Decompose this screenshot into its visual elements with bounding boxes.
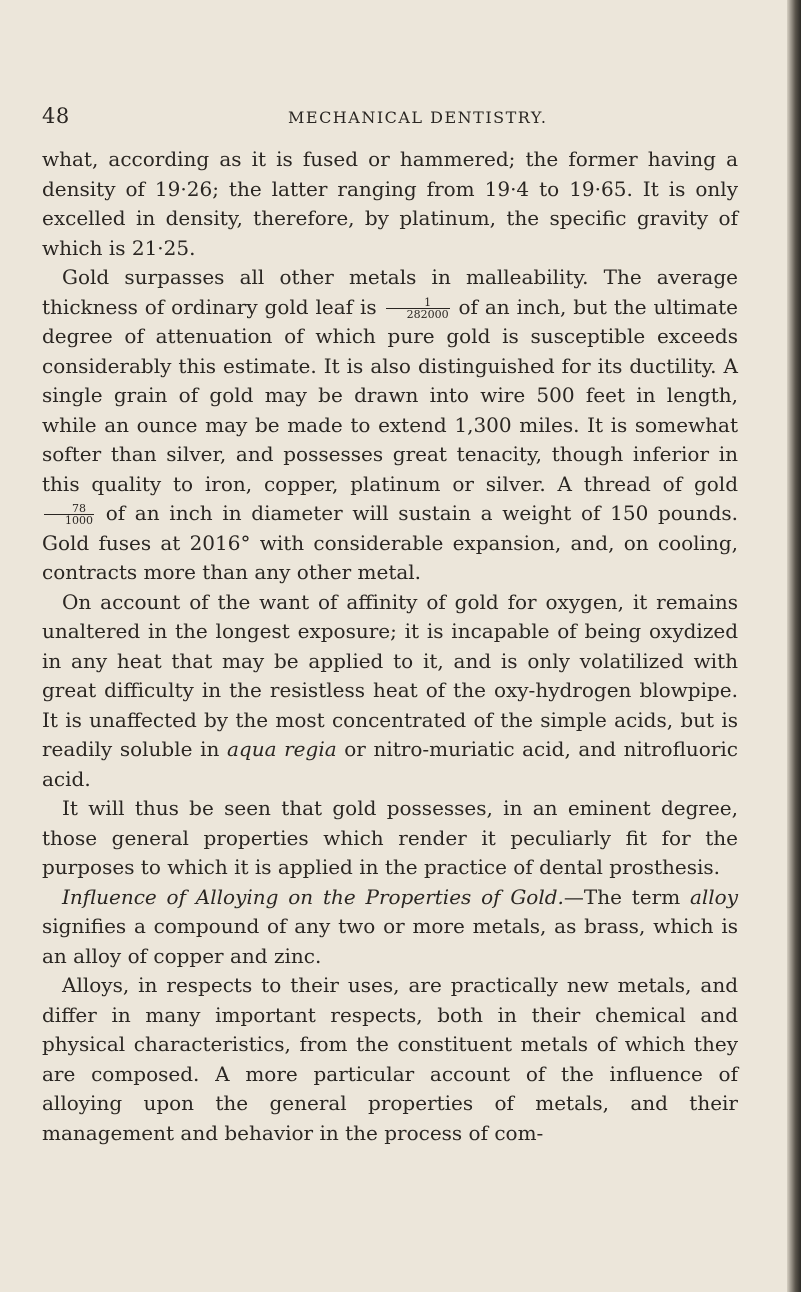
paragraph-oxidation: On account of the want of affinity of gold for oxygen, it remains unaltered in the longest exposure; it is incapable of being oxydized in any heat that may be applied to it, and is only volatilized with great difficulty in the resistless heat of the oxy-hydrogen blowpipe. It is unaffected by the most concentrated of the simple acids, but is readily soluble in aqua regia or nitro-muriatic acid, and nitrofluoric acid. (42, 589, 738, 791)
page-number: 48 (42, 104, 70, 128)
body-text (42, 145, 738, 1148)
term-alloy: alloy (689, 884, 739, 909)
paragraph-alloying: Influence of Alloying on the Properties of Gold.—The term alloy signifies a compound of any two or more metals, as brass, which is an alloy of copper and zinc. (42, 884, 739, 968)
section-heading: Influence of Alloying on the Properties of Gold. (62, 884, 564, 909)
paragraph-alloys: Alloys, in respects to their uses, are practically new metals, and differ in many important respects, both in their chemical and physical characteristics, from the constituent metals of which they are composed. A more particular account of the influence of alloying upon the general properties of metals, and their management and behavior in the process of com- (42, 973, 738, 1145)
paragraph-malleability: Gold surpasses all other metals in malleability. The average thickness of ordinary gold leaf is $\frac{1}{282000}$ of an inch, but the ultimate degree of attenuation of which pure gold is susceptible exceeds considerably this estimate. It is also distinguished for its ductility. A single grain of gold may be drawn into wire 500 feet in length, while an ounce may be made to extend 1,300 miles. It is somewhat softer than silver, and possesses great tenacity, though inferior in this quality to iron, copper, platinum or silver. A thread of gold $\frac{78}{1000}$ of an inch in diameter will sustain a weight of 150 pounds. Gold fuses at 2016° with considerable expansion, and, on cooling, contracts more than any other metal. (42, 265, 739, 584)
page-header (42, 104, 742, 134)
fraction-thread-diameter: $\frac{78}{1000}$ (44, 503, 94, 526)
paragraph-density: what, according as it is fused or hammered; the former having a density of 19·26; the latter ranging from 19·4 to 19·65. It is only excelled in density, therefore, by platinum, the specific gravity of which is 21·25. (42, 147, 738, 260)
page-edge-shadow (787, 0, 801, 1292)
fraction-leaf-thickness: $\frac{1}{282000}$ (386, 297, 450, 320)
term-aqua-regia: aqua regia (226, 737, 337, 761)
paragraph-summary: It will thus be seen that gold possesses, in an eminent degree, those general properties which render it peculiarly fit for the purposes to which it is applied in the practice of dental prosthesis. (42, 796, 738, 879)
running-title: MECHANICAL DENTISTRY. (288, 108, 548, 127)
